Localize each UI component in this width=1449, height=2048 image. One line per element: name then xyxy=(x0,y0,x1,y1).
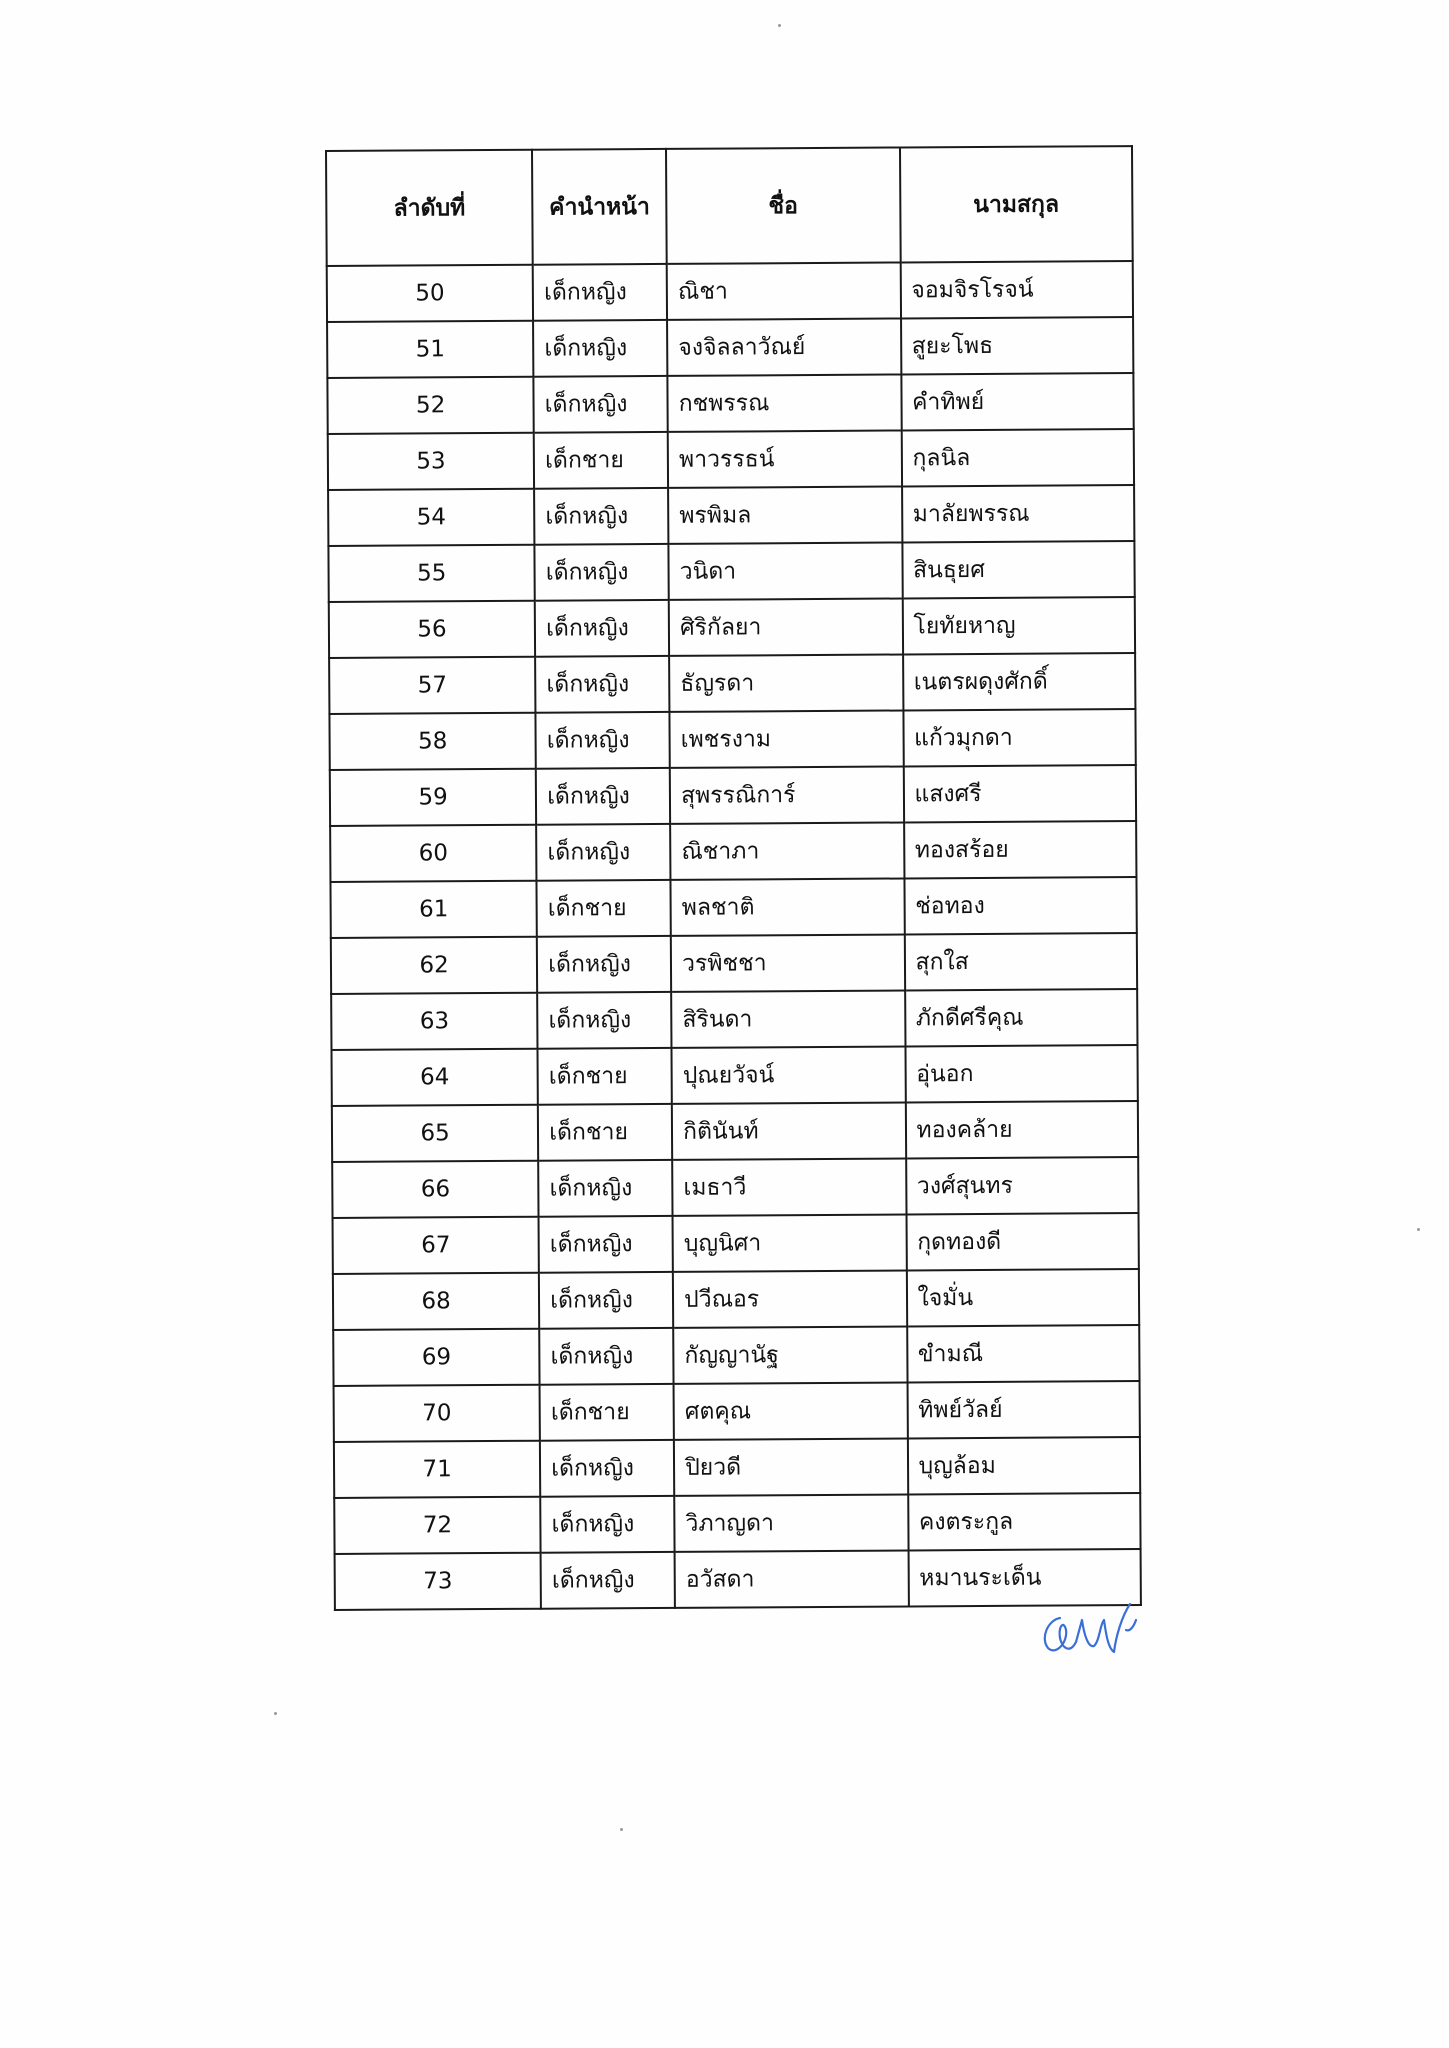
cell-prefix: เด็กหญิง xyxy=(535,600,669,657)
cell-last-name: หมานระเด็น xyxy=(908,1549,1141,1606)
table-row xyxy=(331,933,1137,994)
table-body xyxy=(327,261,1141,1610)
cell-last-name: จอมจิรโรจน์ xyxy=(900,261,1133,318)
cell-prefix: เด็กชาย xyxy=(537,880,671,937)
cell-prefix: เด็กหญิง xyxy=(539,1328,673,1385)
table-row xyxy=(334,1437,1140,1498)
cell-first-name: พาวรรธน์ xyxy=(668,430,902,487)
cell-prefix: เด็กชาย xyxy=(540,1384,674,1441)
cell-prefix: เด็กหญิง xyxy=(536,824,670,881)
cell-number: 55 xyxy=(328,545,535,602)
cell-number: 56 xyxy=(329,601,536,658)
cell-prefix: เด็กหญิง xyxy=(535,656,669,713)
cell-first-name: วิภาญดา xyxy=(674,1494,908,1551)
cell-last-name: แก้วมุกดา xyxy=(903,709,1136,766)
cell-number: 52 xyxy=(327,377,534,434)
table-row xyxy=(328,541,1134,602)
cell-prefix: เด็กหญิง xyxy=(540,1440,674,1497)
table-row xyxy=(327,261,1133,322)
paper-speck xyxy=(620,1828,623,1831)
cell-last-name: ทองสร้อย xyxy=(904,821,1137,878)
table-row xyxy=(334,1493,1140,1554)
cell-number: 72 xyxy=(334,1497,541,1554)
cell-prefix: เด็กหญิง xyxy=(534,376,668,433)
table-row xyxy=(333,1269,1139,1330)
cell-number: 53 xyxy=(328,433,535,490)
cell-number: 64 xyxy=(331,1049,538,1106)
cell-first-name: ปิยวดี xyxy=(674,1438,908,1495)
table-row xyxy=(333,1325,1139,1386)
paper-speck xyxy=(778,24,781,27)
cell-last-name: สุกใส xyxy=(904,933,1137,990)
cell-prefix: เด็กหญิง xyxy=(536,712,670,769)
cell-number: 67 xyxy=(333,1217,540,1274)
cell-prefix: เด็กหญิง xyxy=(535,544,669,601)
table-row xyxy=(333,1213,1139,1274)
table-row xyxy=(328,485,1134,546)
cell-number: 51 xyxy=(327,321,534,378)
cell-number: 62 xyxy=(331,937,538,994)
cell-number: 68 xyxy=(333,1273,540,1330)
table-row xyxy=(329,709,1135,770)
cell-last-name: สินธุยศ xyxy=(902,541,1135,598)
cell-first-name: ศตคุณ xyxy=(674,1382,908,1439)
cell-number: 60 xyxy=(330,825,537,882)
cell-first-name: จงจิลลาวัณย์ xyxy=(667,318,901,375)
cell-first-name: ธัญรดา xyxy=(669,654,903,711)
cell-first-name: พรพิมล xyxy=(668,486,902,543)
cell-last-name: บุญล้อม xyxy=(907,1437,1140,1494)
cell-prefix: เด็กหญิง xyxy=(539,1216,673,1273)
cell-prefix: เด็กชาย xyxy=(538,1048,672,1105)
cell-last-name: ภักดีศรีคุณ xyxy=(905,989,1138,1046)
cell-first-name: บุญนิศา xyxy=(673,1214,907,1271)
cell-last-name: ทองคล้าย xyxy=(905,1101,1138,1158)
cell-last-name: สูยะโพธ xyxy=(901,317,1134,374)
paper-speck xyxy=(1417,1228,1420,1231)
cell-number: 59 xyxy=(330,769,537,826)
table-row xyxy=(332,1101,1138,1162)
cell-number: 65 xyxy=(332,1105,539,1162)
header-first-name: ชื่อ xyxy=(666,147,900,263)
cell-prefix: เด็กหญิง xyxy=(538,1160,672,1217)
cell-prefix: เด็กหญิง xyxy=(534,488,668,545)
cell-first-name: ณิชา xyxy=(667,262,901,319)
cell-first-name: กัญญานัฐ xyxy=(673,1326,907,1383)
table-row xyxy=(330,821,1136,882)
table-row xyxy=(329,653,1135,714)
cell-prefix: เด็กชาย xyxy=(534,432,668,489)
cell-number: 61 xyxy=(330,881,537,938)
cell-prefix: เด็กชาย xyxy=(538,1104,672,1161)
cell-number: 73 xyxy=(335,1553,542,1610)
table-row xyxy=(332,1157,1138,1218)
cell-first-name: สุพรรณิการ์ xyxy=(670,766,904,823)
table-row xyxy=(328,429,1134,490)
cell-prefix: เด็กหญิง xyxy=(540,1496,674,1553)
cell-number: 50 xyxy=(327,265,534,322)
cell-first-name: วนิดา xyxy=(669,542,903,599)
cell-first-name: สิรินดา xyxy=(671,990,905,1047)
cell-first-name: กิตินันท์ xyxy=(672,1102,906,1159)
cell-prefix: เด็กหญิง xyxy=(537,936,671,993)
header-last-name: นามสกุล xyxy=(900,146,1133,262)
table-row xyxy=(330,765,1136,826)
table-row xyxy=(329,597,1135,658)
table-row xyxy=(334,1381,1140,1442)
cell-last-name: มาลัยพรรณ xyxy=(902,485,1135,542)
cell-prefix: เด็กหญิง xyxy=(536,768,670,825)
table-row xyxy=(327,373,1133,434)
header-number: ลำดับที่ xyxy=(326,150,533,266)
cell-last-name: กุดทองดี xyxy=(906,1213,1139,1270)
cell-last-name: วงศ์สุนทร xyxy=(906,1157,1139,1214)
cell-prefix: เด็กหญิง xyxy=(537,992,671,1049)
cell-first-name: เพชรงาม xyxy=(670,710,904,767)
cell-first-name: ปวีณอร xyxy=(673,1270,907,1327)
cell-first-name: อวัสดา xyxy=(675,1550,909,1607)
cell-first-name: ศิริกัลยา xyxy=(669,598,903,655)
paper-speck xyxy=(274,1712,277,1715)
cell-prefix: เด็กหญิง xyxy=(533,320,667,377)
cell-last-name: ทิพย์วัลย์ xyxy=(907,1381,1140,1438)
cell-number: 69 xyxy=(333,1329,540,1386)
cell-first-name: ณิชาภา xyxy=(670,822,904,879)
table-row xyxy=(335,1549,1141,1610)
header-prefix: คำนำหน้า xyxy=(532,149,667,265)
cell-number: 58 xyxy=(329,713,536,770)
cell-last-name: แสงศรี xyxy=(903,765,1136,822)
cell-last-name: คงตระกูล xyxy=(908,1493,1141,1550)
cell-prefix: เด็กหญิง xyxy=(539,1272,673,1329)
cell-number: 54 xyxy=(328,489,535,546)
table-row xyxy=(330,877,1136,938)
cell-first-name: ปุณยวัจน์ xyxy=(672,1046,906,1103)
cell-last-name: อุ่นอก xyxy=(905,1045,1138,1102)
cell-number: 71 xyxy=(334,1441,541,1498)
cell-number: 66 xyxy=(332,1161,539,1218)
table-header-row xyxy=(326,146,1133,266)
cell-first-name: เมธาวี xyxy=(672,1158,906,1215)
handwritten-signature xyxy=(1030,1590,1140,1660)
cell-last-name: เนตรผดุงศักดิ์ xyxy=(903,653,1136,710)
table-row xyxy=(331,1045,1137,1106)
cell-last-name: ขำมณี xyxy=(907,1325,1140,1382)
cell-number: 70 xyxy=(334,1385,541,1442)
table-row xyxy=(327,317,1133,378)
cell-last-name: ใจมั่น xyxy=(906,1269,1139,1326)
cell-first-name: กชพรรณ xyxy=(667,374,901,431)
table-row xyxy=(331,989,1137,1050)
cell-last-name: กุลนิล xyxy=(901,429,1134,486)
cell-first-name: วรพิชชา xyxy=(671,934,905,991)
student-roster-table xyxy=(325,145,1142,1611)
cell-number: 63 xyxy=(331,993,538,1050)
cell-last-name: โยทัยหาญ xyxy=(902,597,1135,654)
cell-prefix: เด็กหญิง xyxy=(541,1552,675,1609)
cell-prefix: เด็กหญิง xyxy=(533,264,667,321)
cell-last-name: คำทิพย์ xyxy=(901,373,1134,430)
cell-last-name: ช่อทอง xyxy=(904,877,1137,934)
cell-number: 57 xyxy=(329,657,536,714)
cell-first-name: พลชาติ xyxy=(671,878,905,935)
